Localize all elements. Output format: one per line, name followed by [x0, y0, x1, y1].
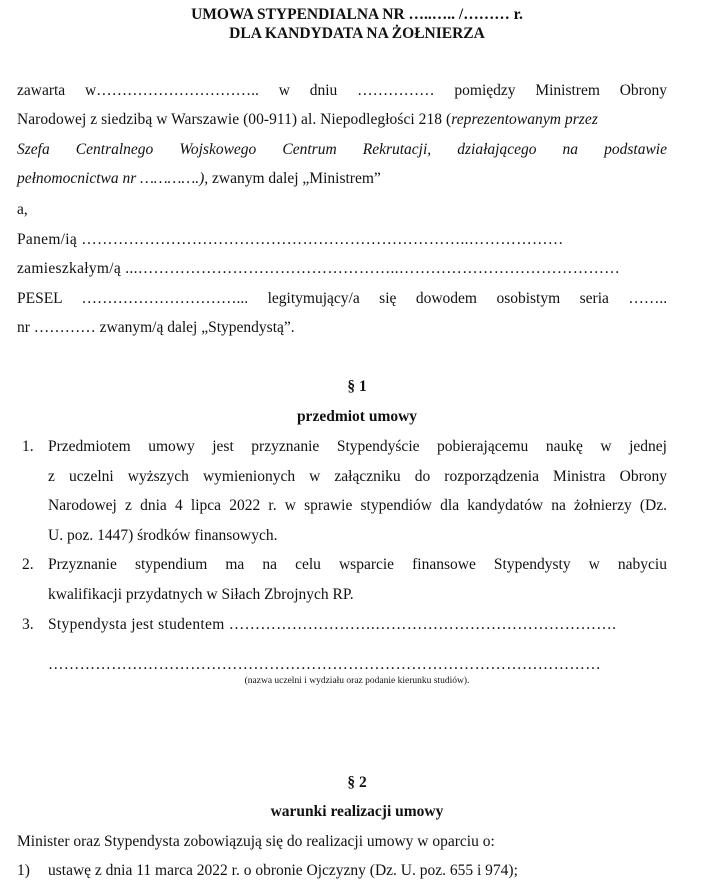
word: zawarta: [17, 82, 66, 99]
word: się: [379, 290, 397, 307]
word: w: [278, 82, 290, 99]
address-field-line: zamieszkałym/ą ...…………………………………………..……………………………………: [17, 260, 621, 277]
parties-line-4: [17, 170, 667, 188]
power-of-attorney: pełnomocnictwa nr ………….),: [17, 170, 209, 187]
word: seria: [579, 290, 609, 307]
word: Ministrem: [535, 82, 600, 99]
item-2-number: 2.: [22, 556, 34, 573]
item-2-line-1: Przyznanie stypendium ma na celu wsparcie finansowe Stypendysty w nabyciu: [48, 556, 667, 573]
item-1-line-1: Przedmiotem umowy jest przyznanie Stypendyście pobierającemu naukę w jednej: [48, 438, 667, 455]
pesel-placeholder: …………………………...: [81, 290, 249, 307]
date-placeholder: ……………: [357, 82, 435, 99]
name-field-line: Panem/ią ………………………………………………………………..………………: [17, 231, 564, 248]
parties-line-2: [17, 111, 667, 129]
item-3-number: 3.: [22, 616, 34, 633]
section-2-item-1-number: 1): [17, 862, 30, 879]
parties-line-1: [17, 82, 667, 100]
parties-line-3: Szefa Centralnego Wojskowego Centrum Rekrutacji, działającego na podstawie: [17, 141, 667, 158]
represented-by: reprezentowanym przez: [451, 111, 598, 128]
section-2-intro: Minister oraz Stypendysta zobowiązują się do realizacji umowy w oparciu o:: [17, 833, 495, 850]
parties-line-5: a,: [17, 201, 28, 218]
word: dniu: [309, 82, 338, 99]
id-number-line: nr ………… zwanym/ą dalej „Stypendystą”.: [17, 319, 295, 336]
item-3-note: (nazwa uczelni i wydziału oraz podanie kierunku studiów).: [244, 676, 470, 686]
section-2-sign: § 2: [347, 774, 367, 791]
item-1-line-3: Narodowej z dnia 4 lipca 2022 r. w sprawie stypendiów dla kandydatów na żołnierzy (Dz.: [48, 497, 667, 514]
section-2-heading: warunki realizacji umowy: [270, 803, 444, 820]
pesel-line: [17, 290, 667, 308]
item-1-number: 1.: [22, 438, 34, 455]
section-2-item-1-text: ustawę z dnia 11 marca 2022 r. o obronie Ojczyzny (Dz. U. poz. 655 i 974);: [48, 862, 518, 879]
place-placeholder: w…………………………..: [84, 82, 259, 99]
word: legitymujący/a: [267, 290, 360, 307]
item-2-line-2: kwalifikacji przydatnych w Siłach Zbrojnych RP.: [48, 586, 354, 603]
item-1-line-4: U. poz. 1447) środków finansowych.: [48, 527, 278, 544]
word: dowodem: [415, 290, 477, 307]
document-title: UMOWA STYPENDIALNA NR …..….. /……… r.: [191, 6, 523, 23]
item-1-line-2: z uczelni wyższych wymienionych w załączniku do rozporządzenia Ministra Obrony: [48, 468, 667, 485]
series-placeholder: ……..: [628, 290, 668, 307]
pesel-label: PESEL: [17, 290, 63, 307]
section-1-sign: § 1: [347, 378, 367, 395]
item-3-line-1: Stypendysta jest studentem ……………………….……………………………………….: [48, 616, 617, 633]
word: Obrony: [619, 82, 668, 99]
section-1-heading: przedmiot umowy: [296, 408, 418, 425]
minister-alias: zwanym dalej „Ministrem”: [208, 170, 381, 187]
item-3-line-2: ……………………………………………………………………………………………: [48, 656, 601, 673]
word: pomiędzy: [454, 82, 516, 99]
word: osobistym: [496, 290, 561, 307]
document-subtitle: DLA KANDYDATA NA ŻOŁNIERZA: [229, 25, 485, 42]
ministry-address: Narodowej z siedzibą w Warszawie (00-911) al. Niepodległości 218 (: [17, 111, 452, 128]
